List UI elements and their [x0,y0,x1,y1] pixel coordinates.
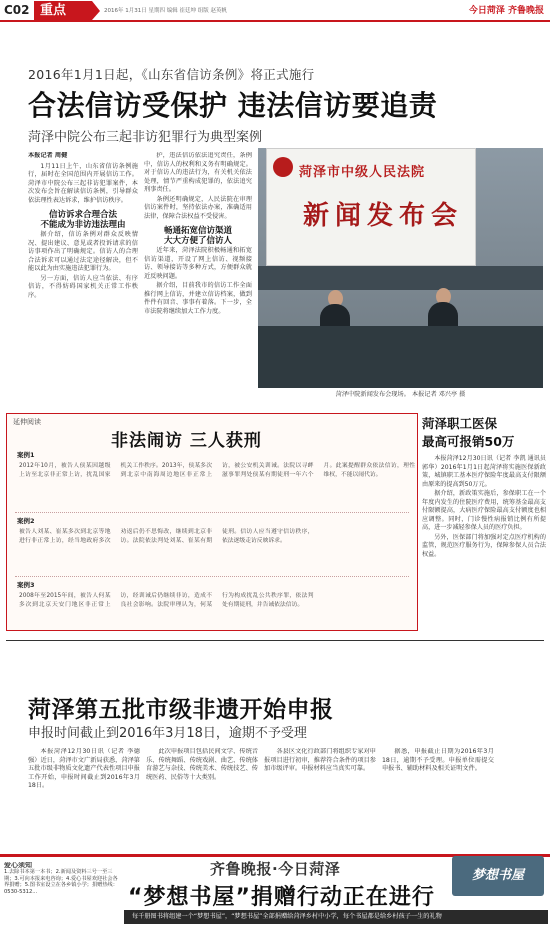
story1-paragraph: 护，违法信访依法追究责任，条例中，信访人的权利和义务有明确规定。对于信访人的违法行为，有关机关依法处理，情节严重构成犯罪的，依法追究刑事责任。 [144,152,252,193]
story2-paragraph: 据悉，申报截止日期为2016年3月18日，逾期不予受理。申报单位需提交申报书、辅助材料及相关证明文件。 [382,748,494,772]
story2-paragraph: 此次申报项目包括民间文学、传统音乐、传统舞蹈、传统戏剧、曲艺、传统体育游艺与杂技、传统美术、传统技艺、传统医药、民俗等十大类别。 [146,748,258,781]
banner-event-name: 新闻发布会 [303,201,464,231]
promo-footer [0,852,550,930]
story2-column-3 [264,748,376,848]
newspaper-brand: 今日菏泽 齐鲁晚报 [468,6,544,16]
sidebar-story [422,415,546,560]
sidebar-paragraph: 据介绍，新政策实施后，参保职工在一个年度内发生的住院医疗费用，统筹基金最高支付限额提高，大病医疗保险最高支付额度也相应调整。同时，门诊慢性病报销比例有所提高，进一步减轻参保人员的医疗负担。 [422,490,546,531]
story2-headline: 菏泽第五批市级非遗开始申报 [28,697,334,723]
story1-column-2 [144,152,252,407]
story1-paragraph: 据介绍，目前我市的信访工作全面推行网上信访，并建立信访档案，做到件件有回音、事事有着落。下一步，全市法院将继续加大工作力度。 [144,282,252,315]
dream-library-logo: 梦想书屋 [452,856,544,896]
story1-subhead: 菏泽中院公布三起非访犯罪行为典型案例 [28,130,263,145]
press-conference-photo [258,148,543,388]
notice-title: 爱心须知 [4,862,32,869]
story1-paragraph: 另一方面，信访人应当依法、有序信访，不得妨碍国家机关正常工作秩序。 [28,274,138,299]
story2-column-2 [146,748,258,848]
story1-paragraph: 条例还明确规定，人民法院在审理信访案件时，坚持依法办案，准确适用法律，保障合法权益不受侵害。 [144,195,252,220]
story2-column-1 [28,748,140,848]
promo-strip-text: 每千册图书将组建一个“梦想书屋”，“梦想书屋”全部捐赠给菏泽乡村中小学，每个书屋都是给乡村孩子一生的礼物 [124,910,548,924]
photo-caption: 菏泽中院新闻发布会现场。 本报记者 邓兴亭 摄 [335,391,466,398]
story2-paragraph: 各县区文化行政部门将组织专家对申报项目进行初审，推荐符合条件的项目参加市级评审。申报材料应当真实可靠。 [264,748,376,772]
story1-intro: 1月11日上午，山东省信访条例施行，届时在全国范围内开展信访工作。菏泽市中院公布三起非访犯罪案件，本次发布会旨在解读信访条例，引导群众依法理性表达诉求，维护信访秩序。 [28,162,138,204]
page-header [0,0,550,22]
case-label: 案例3 [17,581,35,589]
story1-subheading-1: 信访诉求合理合法 不能成为非访违法理由 [40,210,126,230]
story1-headline: 合法信访受保护 违法信访要追责 [28,89,438,122]
case-text: 被告人刘某、崔某多次到北京等地进行非正常上访，经当地政府多次劝返后仍不思悔改，继续到北京非访。法院依法判处刘某、崔某有期徒刑。信访人应当遵守信访秩序，依法逐级走访反映诉求。 [19,529,314,544]
story1-paragraph: 据介绍，信访条例对群众反映情况、提出建议、意见或者投诉请求的信访事项作出了明确规定。信访人的合理合法诉求可以通过法定途径解决，但不能以此为由实施违法犯罪行为。 [28,231,138,272]
divider [15,512,409,513]
story2-paragraph: 本报菏泽12月30日讯（记者 李德强）近日，菏泽市文广新局获悉，菏泽第五批市级非物质文化遗产代表性项目申报工作开始，申报时间截止到2016年3月18日。 [28,748,140,789]
page-number: C02 [4,3,30,17]
photo-backdrop-banner [266,148,476,266]
notice-text: 1.去除书本第一本书；2.新闻及资料三号一至三期；3.可向本报来电咨询；4.爱心书屋欢迎社会各界捐赠；5.图书室设立在各乡镇小学；捐赠热线：0530-5312... [4,869,118,895]
case-text: 2008年至2015年间，被告人何某多次到北京天安门地区非正常上访，经训诫后仍继续非访，造成不良社会影响。法院审理认为，何某行为构成扰乱公共秩序罪，依法判处有期徒刑，并告诫依法信访。 [19,593,314,608]
story2-column-4 [382,748,494,848]
story1-column-1 [28,152,138,407]
section-tag: 重点 [34,1,92,20]
section-divider [6,640,544,641]
story1-paragraph: 近年来，菏泽法院积极畅通和拓宽信访渠道，开设了网上信访、视频接访、领导接访等多种方式，方便群众就近反映问题。 [144,247,252,280]
box-title: 非法闹访 三人获刑 [111,431,262,451]
related-cases-box [6,413,418,631]
case-label: 案例2 [17,517,35,525]
photo-conference-table [258,326,543,388]
case-text: 2012年10月，被告人侯某因越级上访至北京非正常上访，扰乱国家机关工作秩序。2013年，侯某多次到北京中南海周边地区非正常上访，被公安机关训诫。法院以寻衅滋事罪判处侯某有期徒刑一年六个月。此案提醒群众依法信访，理性维权，不能以闹代访。 [19,463,415,478]
issue-meta: 2016年 1月31日 星期四 编辑 崔廷坤 组版 赵英帆 [104,8,227,14]
photo-stage-drape [258,266,543,290]
sidebar-paragraph: 本报菏泽12月30日讯（记者 李凯 通讯员 郭华）2016年1月1日起菏泽将实施医保新政策，城镇职工基本医疗保险年度最高支付限额由原来的提高到50万元。 [422,455,546,488]
story1-subheading-2: 畅通拓宽信访渠道 大大方便了信访人 [163,226,232,246]
story1-byline: 本报记者 周健 [28,152,68,159]
story2-subhead: 申报时间截止到2016年3月18日，逾期不予受理 [28,726,307,741]
divider [15,576,409,577]
donation-notice [4,862,122,928]
box-tag: 延伸阅读 [13,418,41,426]
case-label: 案例1 [17,451,35,459]
court-emblem-icon [273,157,293,177]
sidebar-paragraph: 另外，医保部门将加强对定点医疗机构的监管，规范医疗服务行为，保障参保人员合法权益。 [422,533,546,558]
banner-court-name: 菏泽市中级人民法院 [299,165,426,180]
promo-kicker: 齐鲁晚报·今日菏泽 [210,860,341,878]
sidebar-body [422,455,546,559]
sidebar-headline: 菏泽职工医保 最高可报销50万 [422,416,515,449]
story1-kicker: 2016年1月1日起，《山东省信访条例》将正式施行 [28,67,315,82]
promo-title: “梦想书屋”捐赠行动正在进行 [128,885,435,910]
